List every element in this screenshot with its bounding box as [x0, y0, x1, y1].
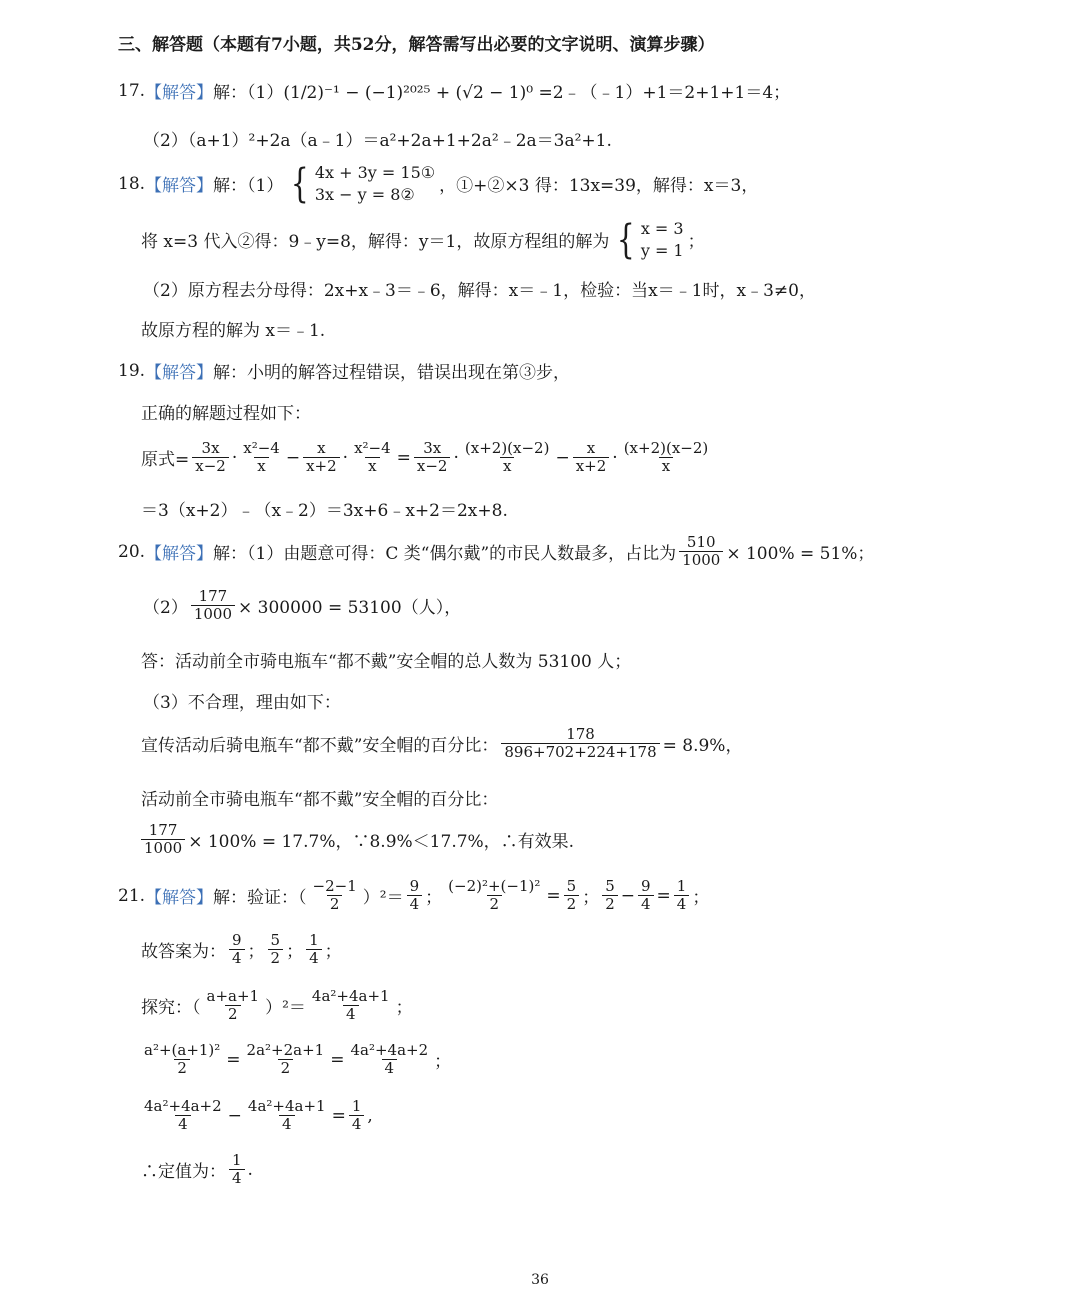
q18-line1	[118, 162, 758, 205]
q21-line6	[141, 1152, 253, 1188]
fraction: $\frac{510}{1000}$	[679, 534, 723, 570]
fraction: $\frac{x}{x+2}$	[303, 440, 340, 476]
fraction: $\frac{-2-1}{2}$	[312, 877, 357, 914]
text: ；	[324, 942, 342, 963]
operator: −	[285, 447, 301, 468]
answer-tag: 【解答】	[145, 888, 214, 909]
operator: ·	[342, 447, 349, 468]
fraction: $\frac{1}{4}$	[306, 932, 322, 968]
fraction: $\frac{5}{2}$	[564, 878, 580, 914]
left-brace: {	[291, 160, 310, 207]
q20-line3: 答：活动前全市骑电瓶车“都不戴”安全帽的总人数为 53100 人；	[141, 652, 632, 672]
fraction: $\frac{x}{x+2}$	[573, 440, 610, 476]
fraction: $\frac{1}{4}$	[229, 1152, 245, 1188]
text: ；	[692, 888, 710, 909]
fraction: $\frac{3x}{x-2}$	[414, 440, 451, 476]
q20-line4: （3）不合理，理由如下：	[143, 693, 341, 713]
system-row-1: 4x + 3y = 15①	[314, 163, 436, 182]
text: ；	[434, 1052, 452, 1073]
q21-line2	[141, 932, 342, 968]
q20-result-1: × 100% = 51%；	[726, 544, 875, 565]
q18-intro: 解：（1）	[213, 176, 284, 197]
q20-line6: 活动前全市骑电瓶车“都不戴”安全帽的百分比：	[141, 790, 499, 810]
fraction: $\frac{5}{2}$	[268, 932, 284, 968]
q17-number: 17.	[118, 80, 146, 101]
operator: ·	[612, 447, 618, 468]
operator: ·	[453, 447, 459, 468]
q20-part2-label: （2）	[143, 598, 188, 619]
q21-line5	[138, 1098, 373, 1134]
q21-line1	[118, 878, 709, 914]
answer-tag: 【解答】	[145, 544, 214, 565]
fraction: $\frac{\text{x²−4}}{x}$	[243, 439, 280, 476]
q18-line2	[141, 218, 705, 261]
operator: =	[656, 885, 671, 906]
q20-result-7: × 100% = 17.7%，∵8.9%＜17.7%，∴有效果.	[188, 832, 575, 853]
q20-result-2: × 300000 = 53100（人），	[238, 598, 462, 619]
page-number: 36	[531, 1272, 549, 1288]
q19-line4: ＝3（x+2）﹣（x﹣2）＝3x+6﹣x+2＝2x+8.	[141, 501, 508, 521]
q21-line4	[138, 1042, 451, 1078]
answer-tag: 【解答】	[145, 363, 214, 383]
q19-line1	[118, 358, 570, 383]
q20-line1	[118, 534, 874, 570]
q18-number: 18.	[118, 173, 146, 194]
q20-line2	[143, 588, 461, 624]
q18-rest: ，①+②×3 得：13x=39，解得：x＝3，	[439, 176, 759, 197]
equation-system	[287, 162, 435, 205]
q21-conclusion-label: ∴定值为：	[141, 1162, 226, 1183]
fraction: $\frac{\text{4a²+4a+2}}{4}$	[350, 1041, 429, 1078]
q20-line5	[141, 726, 742, 762]
q18-line3: （2）原方程去分母得：2x+x﹣3＝﹣6，解得：x＝﹣1，检验：当x＝﹣1时，x﹣3≠0，	[143, 281, 816, 301]
fraction: $\frac{\text{4a²+4a+1}}{4}$	[247, 1097, 326, 1134]
fraction: $\frac{\text{x²−4}}{x}$	[354, 439, 391, 476]
fraction: $\frac{\text{4a²+4a+1}}{4}$	[311, 987, 390, 1024]
fraction: $\frac{a+a+1}{2}$	[206, 987, 260, 1024]
q18-end: ；	[687, 232, 705, 253]
q20-text-5: 宣传活动后骑电瓶车“都不戴”安全帽的百分比：	[141, 736, 499, 757]
q21-number: 21.	[118, 885, 146, 906]
q20-result-5: = 8.9%，	[662, 736, 743, 757]
solution-system	[613, 218, 683, 261]
text: ；	[582, 888, 600, 909]
fraction: $\frac{9}{4}$	[638, 878, 654, 914]
text: ；	[247, 942, 265, 963]
q19-statement: 解：小明的解答过程错误，错误出现在第③步，	[213, 363, 571, 383]
fraction: $\frac{\text{a²+(a+1)²}}{2}$	[144, 1041, 221, 1078]
operator: =	[226, 1049, 241, 1070]
operator: =	[546, 885, 561, 906]
text: ）²＝	[362, 888, 404, 909]
fraction: $\frac{9}{4}$	[407, 878, 423, 914]
q20-number: 20.	[118, 541, 146, 562]
solution-row-2: y = 1	[640, 240, 684, 260]
section-header: 三、解答题（本题有7小题，共52分，解答需写出必要的文字说明、演算步骤）	[118, 35, 715, 55]
q17-expr-1: (1/2)⁻¹ − (−1)²⁰²⁵ + (√2 − 1)⁰ =2﹣（﹣1）+1＝2+1+1＝4；	[283, 83, 791, 103]
fraction: $\frac{177}{1000}$	[191, 588, 235, 624]
q19-prefix: 原式=	[141, 450, 190, 471]
fraction: $\frac{(x+2)(x-2)}{x}$	[464, 439, 550, 476]
q21-answer-label: 故答案为：	[141, 942, 226, 963]
q17-line1	[118, 78, 790, 103]
answer-tag: 【解答】	[145, 176, 214, 197]
operator: −	[227, 1105, 242, 1126]
fraction: $\frac{178}{896+702+224+178}$	[501, 726, 659, 762]
fraction: $\frac{3x}{x-2}$	[192, 440, 229, 476]
operator: ·	[231, 447, 238, 468]
operator: =	[330, 1049, 345, 1070]
q20-line7	[138, 822, 574, 858]
fraction: $\frac{1}{4}$	[349, 1098, 365, 1134]
text: .	[247, 1159, 253, 1180]
solution-row-1: x = 3	[640, 219, 684, 238]
q17-intro: 解：（1）	[213, 83, 284, 103]
fraction: $\frac{\text{4a²+4a+2}}{4}$	[144, 1097, 222, 1134]
fraction: $\frac{5}{2}$	[602, 878, 618, 914]
fraction: $\frac{\text{(−2)²+(−1)²}}{2}$	[448, 877, 541, 914]
q20-text-1: 解：（1）由题意可得：C 类“偶尔戴”的市民人数最多，占比为	[213, 544, 677, 565]
fraction: $\frac{177}{1000}$	[141, 822, 185, 858]
operator: =	[331, 1105, 346, 1126]
operator: −	[555, 447, 570, 468]
text: ；	[395, 998, 413, 1019]
operator: =	[396, 447, 411, 468]
text: ）²＝	[265, 998, 306, 1019]
fraction: $\frac{\text{2a²+2a+1}}{2}$	[246, 1041, 325, 1078]
q19-line3	[141, 440, 714, 476]
q21-explore-label: 探究：（	[141, 998, 201, 1019]
q19-number: 19.	[118, 360, 146, 381]
q18-substitute: 将 x=3 代入②得：9﹣y=8，解得：y＝1，故原方程组的解为	[141, 232, 610, 253]
q18-line4: 故原方程的解为 x＝﹣1.	[141, 321, 326, 341]
answer-tag: 【解答】	[145, 83, 214, 103]
q19-line2: 正确的解题过程如下：	[141, 404, 311, 424]
left-brace: {	[617, 216, 635, 263]
text: ,	[367, 1105, 373, 1126]
text: ；	[425, 888, 443, 909]
operator: −	[620, 885, 635, 906]
fraction: $\frac{9}{4}$	[229, 932, 245, 968]
text: ；	[286, 942, 304, 963]
system-row-2: 3x − y = 8②	[314, 184, 415, 204]
q17-line2: （2）（a+1）²+2a（a﹣1）＝a²+2a+1+2a²﹣2a＝3a²+1.	[143, 131, 612, 151]
fraction: $\frac{(x+2)(x-2)}{x}$	[623, 439, 709, 476]
fraction: $\frac{1}{4}$	[674, 878, 690, 914]
q21-line3	[141, 988, 413, 1024]
q21-verify-label: 解：验证：（	[213, 888, 307, 909]
